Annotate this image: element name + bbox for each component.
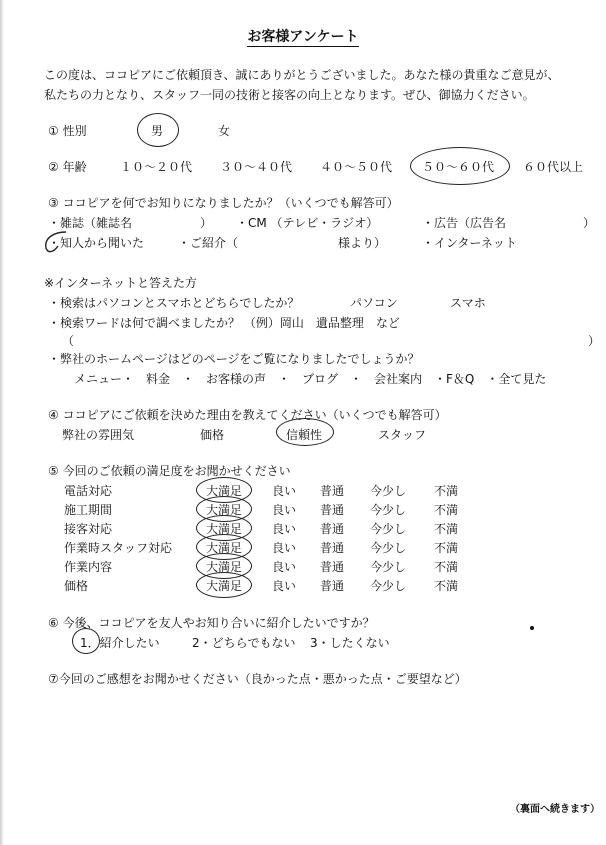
q5-option-dissatisfied[interactable]: 不満 — [434, 560, 459, 574]
q2-option-50-60[interactable]: ５０～６０代 — [422, 160, 495, 174]
q5-row-item: 電話対応 — [64, 484, 113, 498]
q3-referral-close: 様より） — [338, 236, 387, 250]
q5-option-average[interactable]: 普通 — [320, 560, 345, 574]
q5-option-dissatisfied[interactable]: 不満 — [434, 503, 459, 517]
q3-internet[interactable]: ・インターネット — [422, 236, 517, 250]
q5-option-somewhat[interactable]: 今少し — [370, 484, 407, 498]
q5-option-average[interactable]: 普通 — [320, 541, 345, 555]
q2-option-30-40[interactable]: ３０～４０代 — [220, 160, 293, 174]
q5-row-item: 作業内容 — [64, 560, 113, 574]
q5-option-dissatisfied[interactable]: 不満 — [434, 579, 459, 593]
q5-option-very-satisfied[interactable]: 大満足 — [206, 579, 243, 593]
intro-line-2: 私たちの力となり、スタッフ一同の技術と接客の向上となります。ぜひ、御協力ください。 — [44, 88, 535, 102]
internet-paren-open: （ — [62, 334, 75, 348]
q3-label: ③ ココピアを何でお知りになりましたか？（いくつでも解答可） — [48, 196, 399, 210]
q5-row-item: 価格 — [64, 579, 89, 593]
ink-dot — [530, 626, 534, 630]
q5-label: ⑤ 今回のご依頼の満足度をお聞かせください — [48, 464, 291, 478]
q5-option-average[interactable]: 普通 — [320, 484, 345, 498]
q5-option-good[interactable]: 良い — [272, 503, 297, 517]
q3-referral[interactable]: ・ご紹介（ — [178, 236, 239, 250]
q5-option-very-satisfied[interactable]: 大満足 — [206, 484, 243, 498]
scan-edge — [0, 0, 4, 845]
q4-option-staff[interactable]: スタッフ — [378, 428, 427, 442]
q6-option-neutral[interactable]: 2・どちらでもない — [192, 636, 296, 650]
q5-option-good[interactable]: 良い — [272, 579, 297, 593]
q6-option-recommend[interactable]: 1．紹介したい — [80, 636, 160, 650]
q5-option-somewhat[interactable]: 今少し — [370, 541, 407, 555]
q2-option-10-20[interactable]: １０～２０代 — [120, 160, 193, 174]
internet-device-pc[interactable]: パソコン — [350, 296, 398, 310]
q5-selection-circle — [196, 572, 252, 598]
q6-label: ⑥ 今後、ココピアを友人やお知り合いに紹介したいですか？ — [48, 616, 375, 630]
internet-q-keyword: ・検索ワードは何で調べましたか？ （例）岡山 遺品整理 など — [48, 316, 400, 330]
internet-paren-close: ） — [588, 334, 601, 348]
q5-option-somewhat[interactable]: 今少し — [370, 503, 407, 517]
internet-q-page: ・弊社のホームページはどのページをご覧になりましたでしょうか？ — [48, 352, 420, 366]
q3-ad[interactable]: ・広告（広告名 — [422, 216, 507, 230]
q5-option-very-satisfied[interactable]: 大満足 — [206, 522, 243, 536]
continue-note: （裏面へ続きます） — [510, 804, 600, 815]
q2-selection-circle — [410, 147, 510, 185]
q5-option-dissatisfied[interactable]: 不満 — [434, 541, 459, 555]
q4-option-trust[interactable]: 信頼性 — [286, 428, 323, 442]
q5-option-good[interactable]: 良い — [272, 522, 297, 536]
q5-option-average[interactable]: 普通 — [320, 579, 345, 593]
page-title: お客様アンケート — [247, 29, 359, 45]
q5-option-good[interactable]: 良い — [272, 560, 297, 574]
q3-ad-close: ） — [583, 216, 596, 230]
q1-option-female[interactable]: 女 — [218, 124, 231, 138]
q6-option-not-recommend[interactable]: 3・したくない — [310, 636, 390, 650]
q1-selection-circle — [137, 113, 179, 147]
internet-heading: ※インターネットと答えた方 — [44, 276, 197, 290]
q5-option-somewhat[interactable]: 今少し — [370, 579, 407, 593]
q2-option-40-50[interactable]: ４０～５０代 — [320, 160, 393, 174]
q5-option-average[interactable]: 普通 — [320, 503, 345, 517]
q5-option-dissatisfied[interactable]: 不満 — [434, 484, 459, 498]
q5-option-very-satisfied[interactable]: 大満足 — [206, 560, 243, 574]
q3-check-mark — [40, 228, 70, 256]
q1-option-male[interactable]: 男 — [151, 124, 164, 138]
q4-option-atmosphere[interactable]: 弊社の雰囲気 — [62, 428, 135, 442]
internet-q-device: ・検索はパソコンとスマホとどちらでしたか？ — [48, 296, 300, 310]
q5-option-average[interactable]: 普通 — [320, 522, 345, 536]
q6-selection-circle — [72, 628, 100, 654]
q5-option-good[interactable]: 良い — [272, 541, 297, 555]
intro-line-1: この度は、ココピアにご依頼頂き、誠にありがとうございました。あなた様の貴重なご意見が、 — [44, 68, 560, 82]
q3-acquaintance[interactable]: ・知人から聞いた — [48, 236, 145, 250]
q1-label: ① 性別 — [48, 124, 87, 138]
q5-option-good[interactable]: 良い — [272, 484, 297, 498]
internet-device-smartphone[interactable]: スマホ — [450, 296, 486, 310]
q5-option-very-satisfied[interactable]: 大満足 — [206, 541, 243, 555]
q3-cm[interactable]: ・CM （テレビ・ラジオ） — [236, 216, 379, 230]
q5-row-item: 作業時スタッフ対応 — [64, 541, 173, 555]
q4-label: ④ ココピアにご依頼を決めた理由を教えてください（いくつでも解答可） — [48, 408, 447, 422]
q7-label: ⑦今回のご感想をお聞かせください（良かった点・悪かった点・ご要望など） — [48, 672, 467, 686]
q3-magazine-close: ） — [200, 216, 213, 230]
q2-option-60-plus[interactable]: ６０代以上 — [523, 160, 584, 174]
q5-option-dissatisfied[interactable]: 不満 — [434, 522, 459, 536]
internet-pages[interactable]: メニュー・ 料金 ・ お客様の声 ・ ブログ ・ 会社案内 ・F＆Q ・全て見た — [74, 372, 547, 386]
q5-row-item: 施工期間 — [64, 503, 113, 517]
q5-option-somewhat[interactable]: 今少し — [370, 560, 407, 574]
q3-magazine[interactable]: ・雑誌（雑誌名 — [48, 216, 133, 230]
q2-label: ② 年齢 — [48, 160, 87, 174]
q5-option-somewhat[interactable]: 今少し — [370, 522, 407, 536]
q4-option-price[interactable]: 価格 — [200, 428, 225, 442]
q5-row-item: 接客対応 — [64, 522, 113, 536]
q4-selection-circle — [276, 418, 334, 446]
q5-option-very-satisfied[interactable]: 大満足 — [206, 503, 243, 517]
